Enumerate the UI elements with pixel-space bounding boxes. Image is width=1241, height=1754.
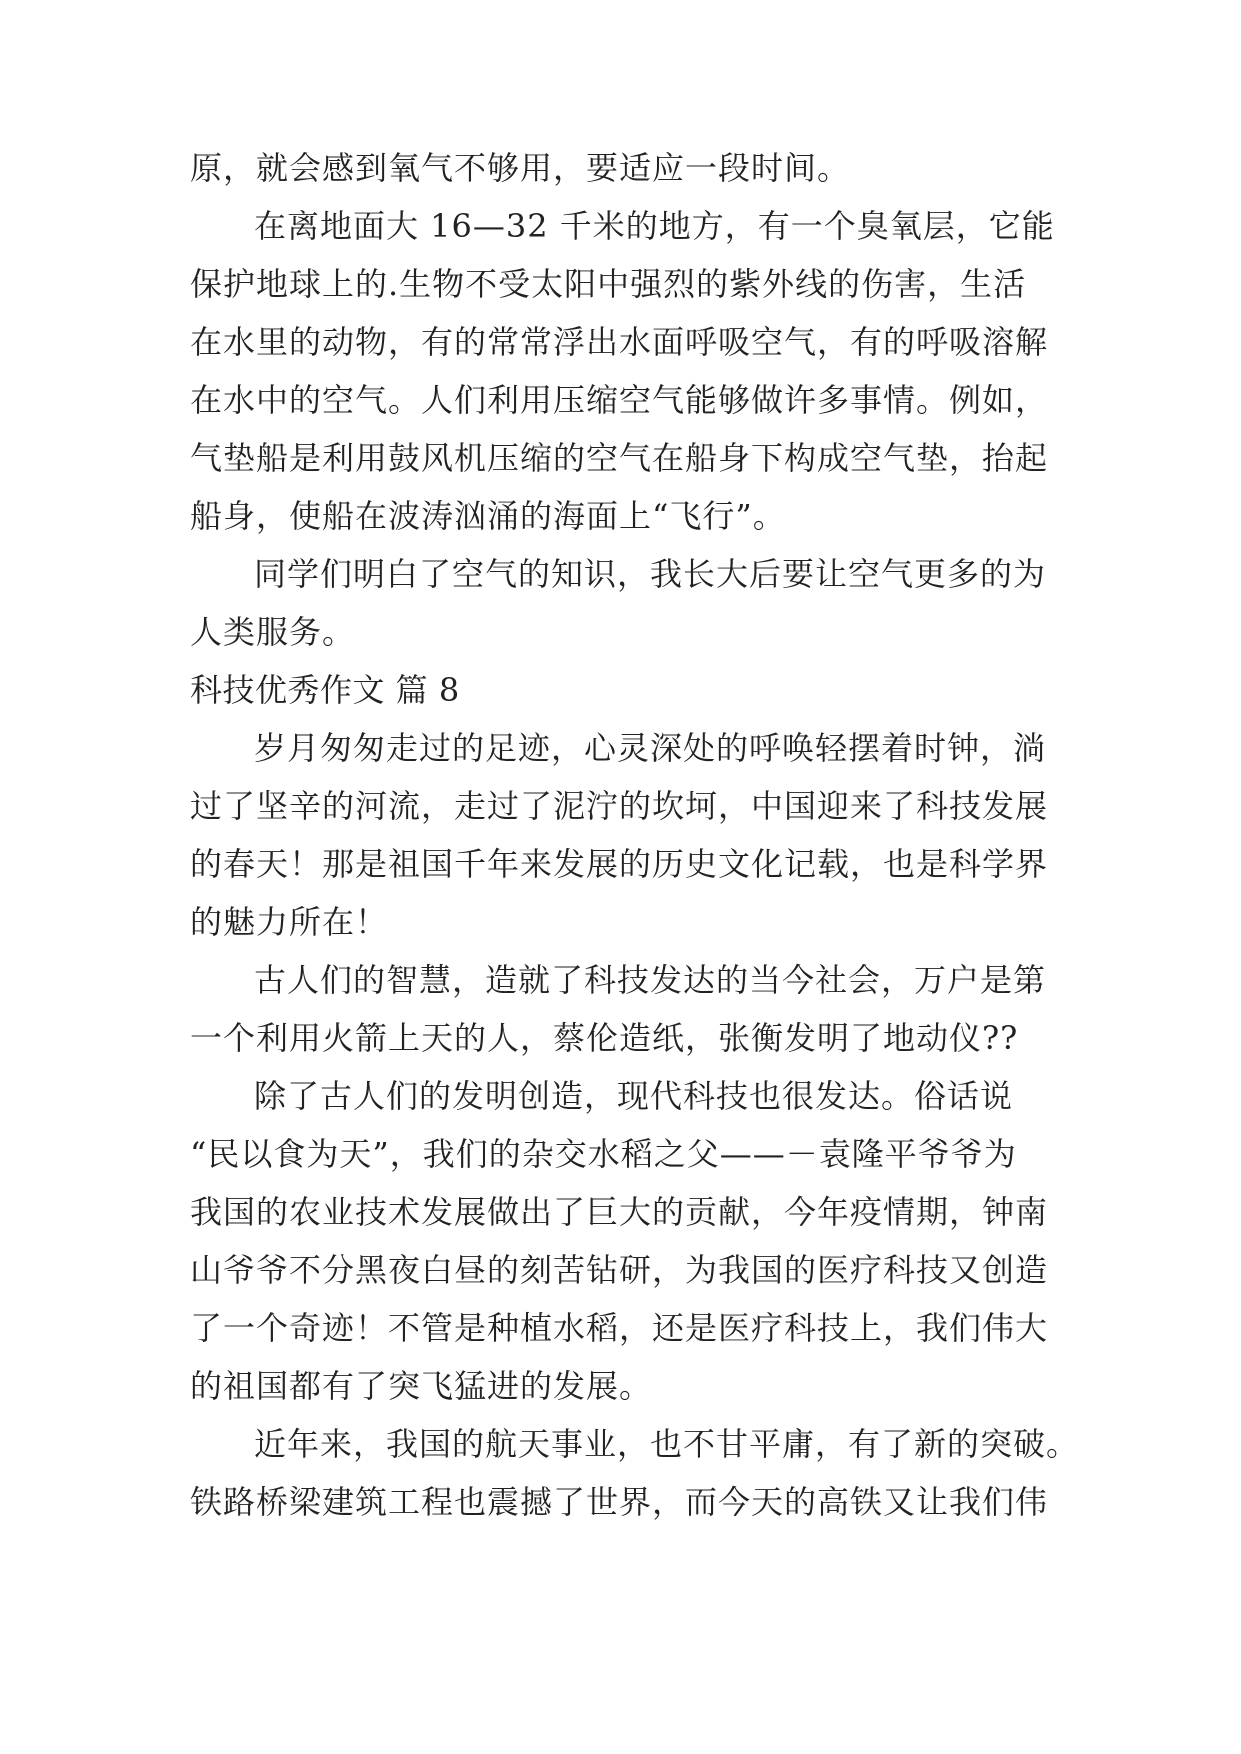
text-line: 的祖国都有了突飞猛进的发展。 bbox=[190, 1367, 653, 1405]
text-line: 岁月匆匆走过的足迹，心灵深处的呼唤轻摆着时钟，淌 bbox=[254, 729, 1047, 767]
text-line: 同学们明白了空气的知识，我长大后要让空气更多的为 bbox=[254, 555, 1047, 593]
text-line: 原，就会感到氧气不够用，要适应一段时间。 bbox=[190, 149, 851, 187]
text-line: 除了古人们的发明创造，现代科技也很发达。俗话说 bbox=[254, 1077, 1014, 1115]
text-line: 一个利用火箭上天的人，蔡伦造纸，张衡发明了地动仪?? bbox=[190, 1019, 1019, 1057]
text-line: 山爷爷不分黑夜白昼的刻苦钻研，为我国的医疗科技又创造 bbox=[190, 1251, 1049, 1289]
text-line: 在水里的动物，有的常常浮出水面呼吸空气，有的呼吸溶解 bbox=[190, 323, 1049, 361]
text-line: 了一个奇迹！不管是种植水稻，还是医疗科技上，我们伟大 bbox=[190, 1309, 1049, 1347]
text-line: “民以食为天”，我们的杂交水稻之父——－袁隆平爷爷为 bbox=[190, 1135, 1017, 1173]
text-line: 船身，使船在波涛汹涌的海面上“飞行”。 bbox=[190, 497, 786, 535]
text-line: 在离地面大 16—32 千米的地方，有一个臭氧层，它能 bbox=[254, 207, 1055, 245]
text-line: 人类服务。 bbox=[190, 613, 356, 651]
text-line: 过了坚辛的河流，走过了泥泞的坎坷，中国迎来了科技发展 bbox=[190, 787, 1049, 825]
text-line: 古人们的智慧，造就了科技发达的当今社会，万户是第 bbox=[254, 961, 1047, 999]
text-line: 近年来，我国的航天事业，也不甘平庸，有了新的突破。 bbox=[254, 1425, 1080, 1463]
text-line: 气垫船是利用鼓风机压缩的空气在船身下构成空气垫，抬起 bbox=[190, 439, 1049, 477]
text-line: 保护地球上的.生物不受太阳中强烈的紫外线的伤害，生活 bbox=[190, 265, 1027, 303]
text-line: 铁路桥梁建筑工程也震撼了世界，而今天的高铁又让我们伟 bbox=[190, 1483, 1049, 1521]
text-line: 在水中的空气。人们利用压缩空气能够做许多事情。例如， bbox=[190, 381, 1049, 419]
text-line: 的春天！那是祖国千年来发展的历史文化记载，也是科学界 bbox=[190, 845, 1049, 883]
section-heading: 科技优秀作文 篇 8 bbox=[190, 671, 460, 709]
text-line: 的魅力所在！ bbox=[190, 903, 389, 941]
text-line: 我国的农业技术发展做出了巨大的贡献，今年疫情期，钟南 bbox=[190, 1193, 1049, 1231]
